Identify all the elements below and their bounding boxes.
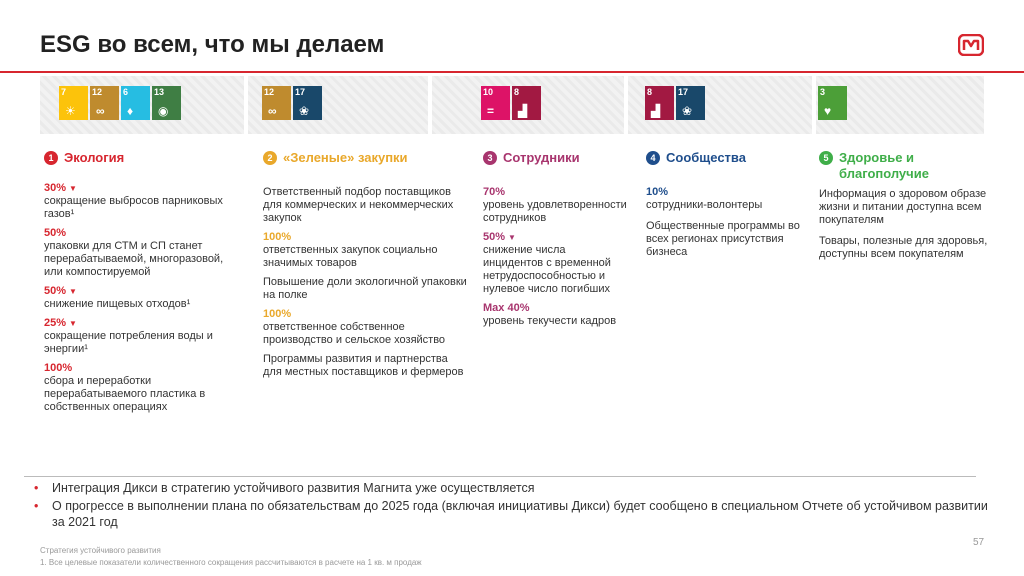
column-heading [646, 150, 806, 166]
list-item: 70% уровень удовлетворенности сотрудников [483, 186, 627, 224]
list-item: Общественные программы во всех регионах присутствия бизнеса [646, 220, 800, 258]
column-green-procurement [263, 150, 468, 379]
list-item: 50% ▼ снижение пищевых отходов¹ [44, 285, 191, 310]
sdg-tile: 12 ∞ [262, 86, 291, 120]
list-item: Информация о здоровом образе жизни и питании доступна всем покупателям [819, 188, 987, 226]
sdg-tile: 6 ♦ [121, 86, 150, 120]
equality-icon: = [487, 104, 495, 118]
sdg-tile: 17 ❀ [676, 86, 705, 120]
footer-source: Стратегия устойчивого развития [40, 546, 161, 555]
list-item: Ответственный подбор поставщиков для коммерческих и некоммерческих закупок [263, 186, 454, 224]
growth-chart-icon: ▟ [651, 104, 661, 118]
column-ecology [44, 150, 244, 414]
sdg-tile: 17 ❀ [293, 86, 322, 120]
list-item: 30% ▼ сокращение выбросов парниковых газов¹ [44, 182, 223, 220]
sdg-group-2 [262, 86, 322, 120]
list-item: 50% упаковки для СТМ и СП станет перерабатываемой, многоразовой, или компостируемой [44, 227, 224, 278]
magnit-logo-icon [958, 34, 984, 56]
page-number: 57 [973, 537, 985, 548]
flower-icon: ❀ [682, 104, 693, 118]
column-employees [483, 150, 628, 328]
sdg-group-5 [818, 86, 847, 120]
column-heading [263, 150, 468, 166]
heading-label: «Зеленые» закупки [283, 150, 408, 165]
sdg-tile: 10 = [481, 86, 510, 120]
water-drop-icon: ♦ [127, 104, 134, 118]
footer-footnote: 1. Все целевые показатели количественного сокращения рассчитываются в расчете на 1 кв. м продаж [40, 558, 422, 567]
heading-label: Сообщества [666, 150, 746, 165]
sdg-group-3 [481, 86, 541, 120]
number-badge: 5 [819, 151, 833, 165]
title-divider [0, 71, 1024, 73]
infinity-icon: ∞ [268, 104, 277, 118]
sdg-tile: 7 ☀ [59, 86, 88, 120]
list-item: 100% сбора и переработки перерабатываемого пластика в собственных операциях [44, 362, 206, 413]
column-health [819, 150, 994, 261]
down-arrow-icon: ▼ [69, 287, 77, 296]
page-title: ESG во всем, что мы делаем [40, 31, 385, 58]
number-badge: 2 [263, 151, 277, 165]
number-badge: 1 [44, 151, 58, 165]
list-item: • Интеграция Дикси в стратегию устойчивого развития Магнита уже осуществляется [34, 481, 535, 495]
bullet-dot-icon: • [34, 499, 39, 513]
heading-label: Здоровье и благополучие [839, 150, 929, 181]
sdg-group-4 [645, 86, 705, 120]
sdg-tile: 13 ◉ [152, 86, 181, 120]
sdg-tile: 3 ♥ [818, 86, 847, 120]
list-item: 25% ▼ сокращение потребления воды и энергии¹ [44, 317, 213, 355]
sdg-group-1 [59, 86, 181, 120]
section-divider [24, 476, 976, 477]
down-arrow-icon: ▼ [69, 184, 77, 193]
list-item: 10% сотрудники-волонтеры [646, 186, 763, 211]
number-badge: 4 [646, 151, 660, 165]
down-arrow-icon: ▼ [69, 319, 77, 328]
list-item: Max 40% уровень текучести кадров [483, 302, 617, 327]
summary-bullets [28, 480, 993, 532]
sdg-tile: 8 ▟ [512, 86, 541, 120]
down-arrow-icon: ▼ [508, 233, 516, 242]
column-heading [483, 150, 628, 166]
bullet-dot-icon: • [34, 481, 39, 495]
flower-icon: ❀ [299, 104, 310, 118]
list-item: Товары, полезные для здоровья, доступны всем покупателям [819, 235, 988, 260]
sun-icon: ☀ [65, 104, 76, 118]
heartbeat-icon: ♥ [824, 104, 832, 118]
column-heading [819, 150, 994, 182]
list-item: Программы развития и партнерства для местных поставщиков и фермеров [263, 353, 464, 378]
sdg-tile: 12 ∞ [90, 86, 119, 120]
heading-label: Сотрудники [503, 150, 580, 165]
growth-chart-icon: ▟ [518, 104, 528, 118]
column-heading [44, 150, 244, 166]
list-item: 100% ответственное собственное производство и сельское хозяйство [263, 308, 446, 346]
list-item: 50% ▼ снижение числа инцидентов с временной нетрудоспособностью и нулевое число погибших [483, 231, 611, 295]
list-item: 100% ответственных закупок социально значимых товаров [263, 231, 438, 269]
number-badge: 3 [483, 151, 497, 165]
sdg-tile: 8 ▟ [645, 86, 674, 120]
list-item: • О прогрессе в выполнении плана по обязательствам до 2025 года (включая инициативы Дикси) будет сообщено в специальном Отчете об устойчивом развитии за 2021 год [34, 499, 988, 529]
column-communities [646, 150, 806, 259]
heading-label: Экология [64, 150, 125, 165]
eye-globe-icon: ◉ [158, 104, 169, 118]
list-item: Повышение доли экологичной упаковки на полке [263, 276, 467, 301]
infinity-icon: ∞ [96, 104, 105, 118]
